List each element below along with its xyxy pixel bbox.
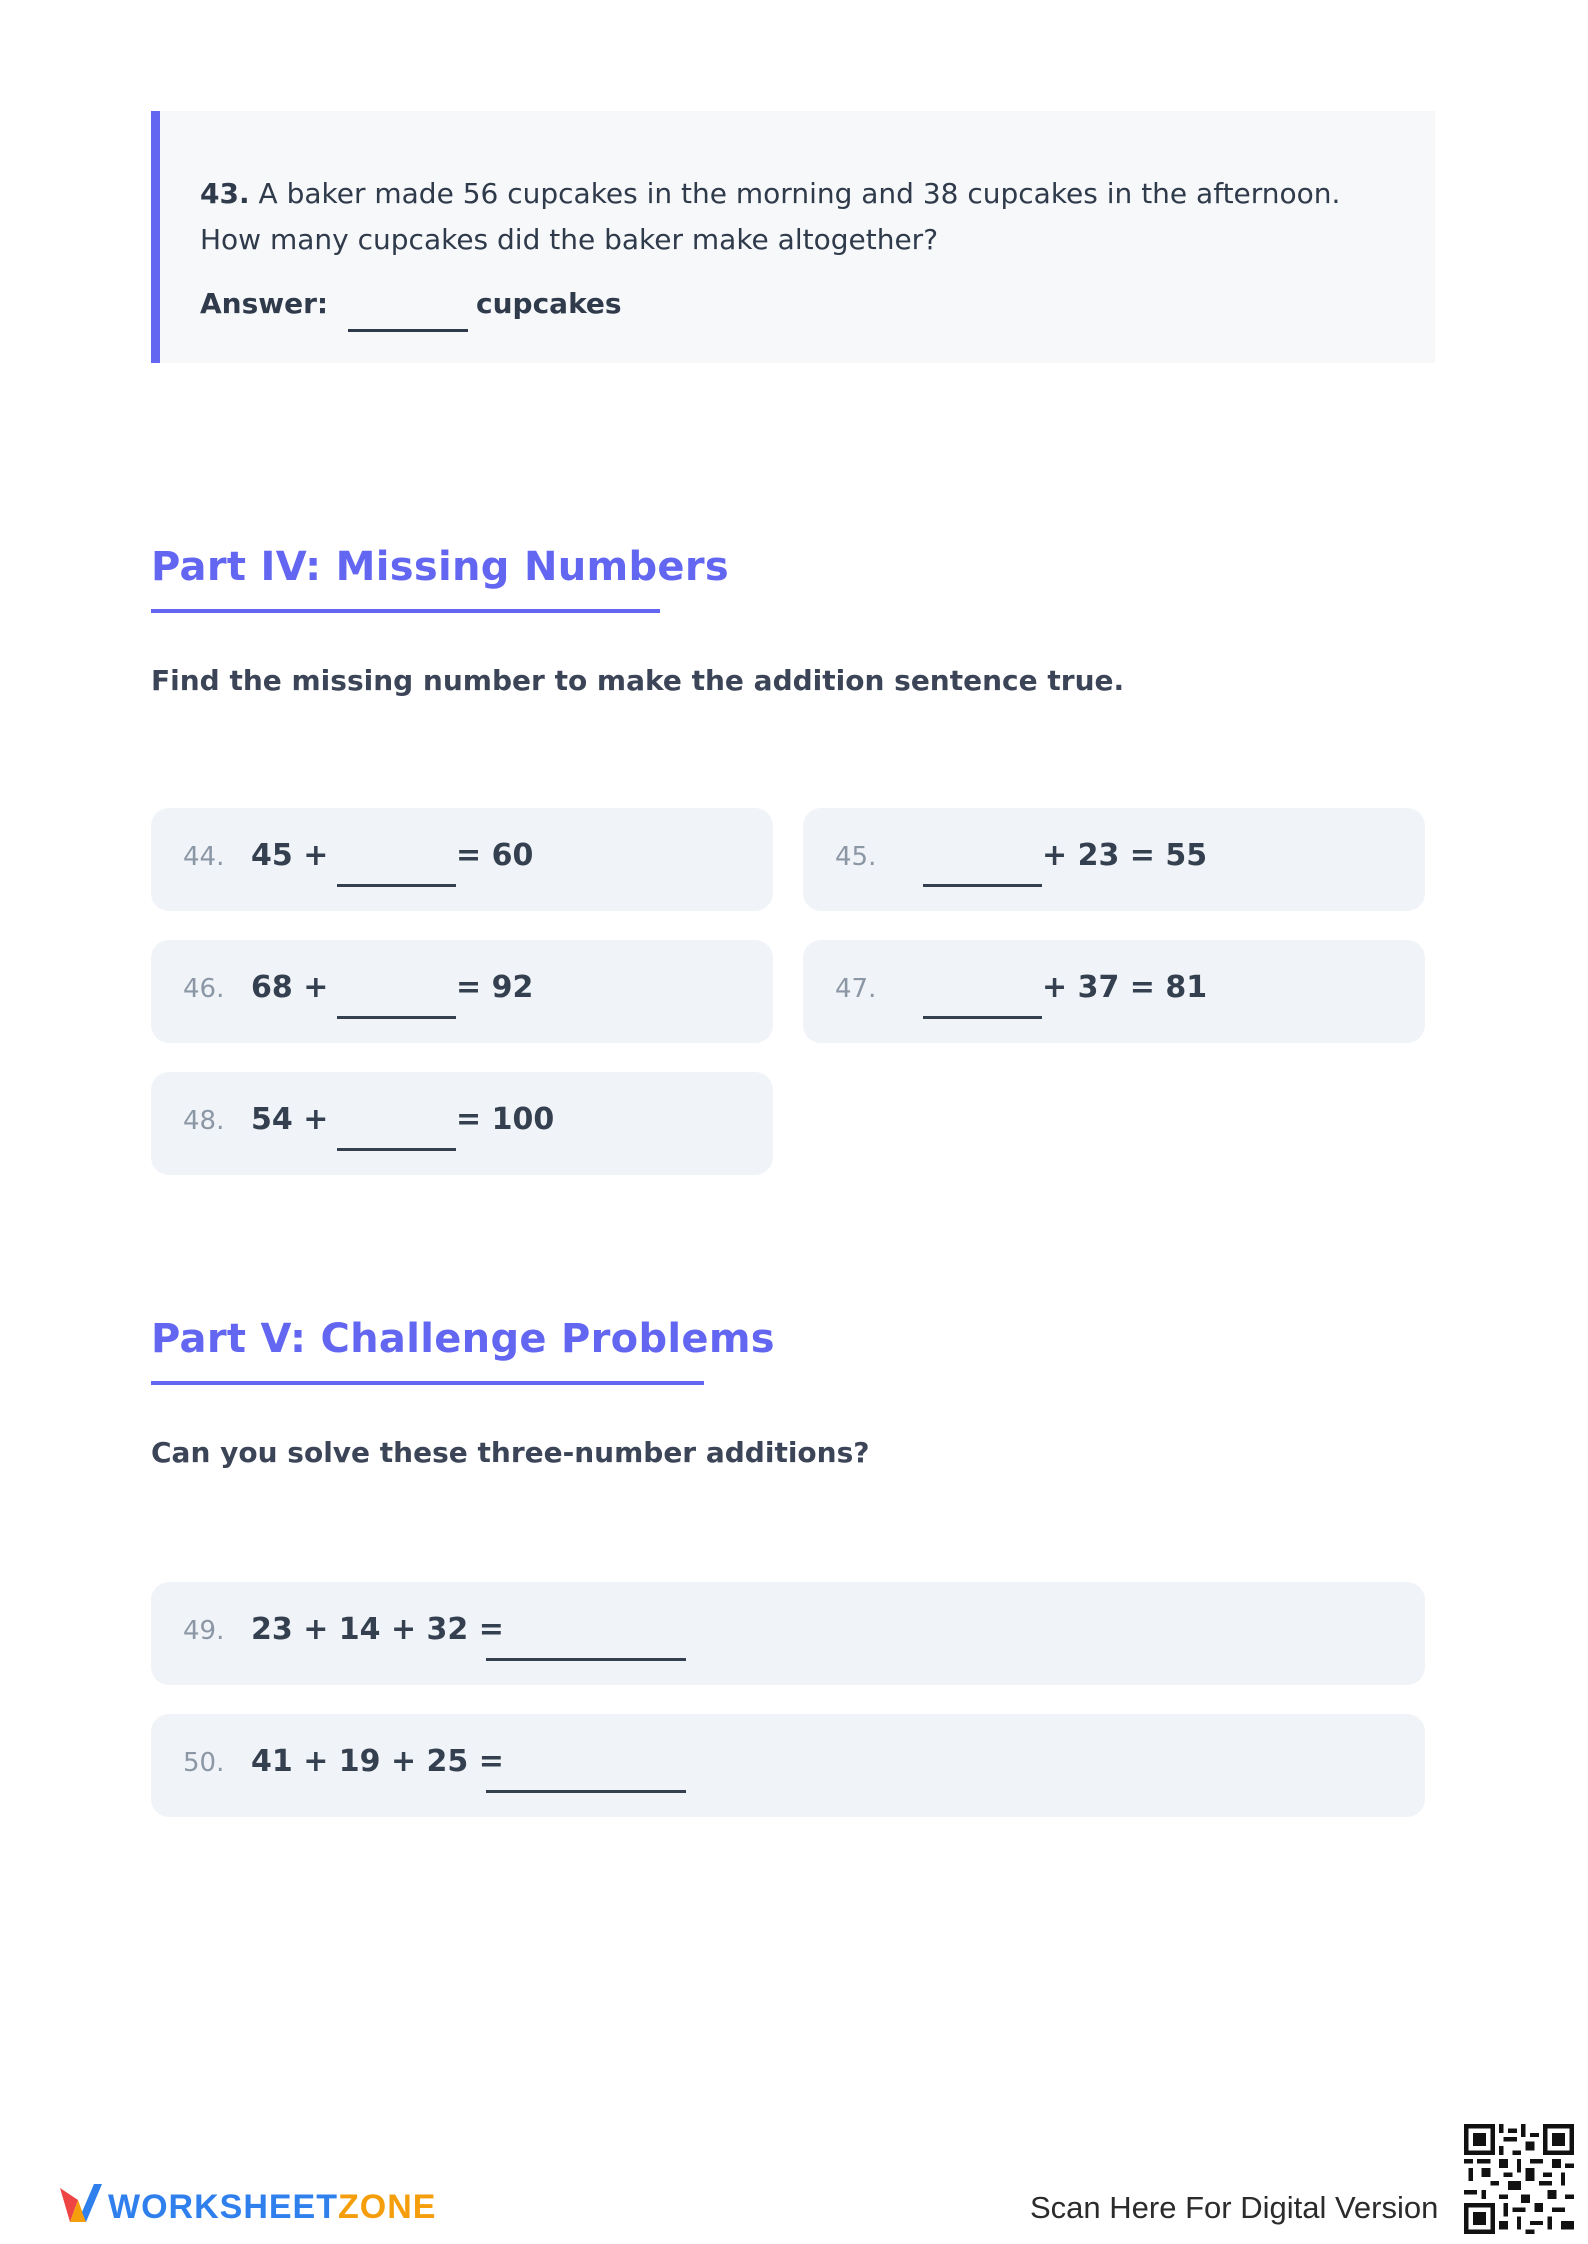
question-card-46 <box>151 940 773 1043</box>
answer-blank[interactable] <box>486 1790 686 1793</box>
question-card-45 <box>803 808 1425 911</box>
answer-blank[interactable] <box>923 884 1042 887</box>
question-card-49 <box>151 1582 1425 1685</box>
question-card-48 <box>151 1072 773 1175</box>
expression-right: = 60 <box>456 838 534 873</box>
problem-line-1: A baker made 56 cupcakes in the morning and 38 cupcakes in the afternoon. <box>258 177 1341 210</box>
question-number: 46. <box>183 974 225 1004</box>
answer-label: Answer: <box>200 287 329 320</box>
answer-blank[interactable] <box>337 884 456 887</box>
part-4-underline <box>151 609 660 613</box>
problem-line-2: How many cupcakes did the baker make altogether? <box>200 223 939 256</box>
answer-blank[interactable] <box>337 1016 456 1019</box>
expression: 23 + 14 + 32 = <box>251 1612 504 1647</box>
expression-right: + 23 = 55 <box>1042 838 1208 873</box>
question-number: 49. <box>183 1616 225 1646</box>
expression-left: 68 + <box>251 970 329 1005</box>
question-number: 45. <box>835 842 877 872</box>
expression-right: = 100 <box>456 1102 555 1137</box>
answer-blank[interactable] <box>923 1016 1042 1019</box>
expression-right: = 92 <box>456 970 534 1005</box>
question-card-50 <box>151 1714 1425 1817</box>
answer-blank[interactable] <box>337 1148 456 1151</box>
part-4-instructions: Find the missing number to make the addition sentence true. <box>151 664 1125 697</box>
question-number: 47. <box>835 974 877 1004</box>
question-card-44 <box>151 808 773 911</box>
expression: 41 + 19 + 25 = <box>251 1744 504 1779</box>
question-number: 44. <box>183 842 225 872</box>
question-number: 48. <box>183 1106 225 1136</box>
question-number: 50. <box>183 1748 225 1778</box>
part-5-underline <box>151 1381 704 1385</box>
scan-text: Scan Here For Digital Version <box>1030 2190 1439 2225</box>
answer-blank[interactable] <box>486 1658 686 1661</box>
answer-unit: cupcakes <box>476 287 622 320</box>
brand-name-primary: WORKSHEET <box>108 2188 338 2226</box>
part-5-instructions: Can you solve these three-number additions? <box>151 1436 870 1469</box>
expression-left: 54 + <box>251 1102 329 1137</box>
expression-right: + 37 = 81 <box>1042 970 1208 1005</box>
question-card-47 <box>803 940 1425 1043</box>
worksheetzone-logo-icon <box>58 2178 104 2228</box>
expression-left: 45 + <box>251 838 329 873</box>
answer-blank[interactable] <box>348 329 468 332</box>
brand-name-secondary: ZONE <box>338 2188 437 2226</box>
word-problem-43 <box>151 111 1435 363</box>
part-4-title: Part IV: Missing Numbers <box>151 544 729 590</box>
brand-name <box>108 2188 436 2227</box>
problem-number: 43. <box>200 177 250 210</box>
part-5-title: Part V: Challenge Problems <box>151 1316 775 1362</box>
qr-code-icon[interactable] <box>1464 2124 1574 2234</box>
problem-text <box>200 171 1340 263</box>
